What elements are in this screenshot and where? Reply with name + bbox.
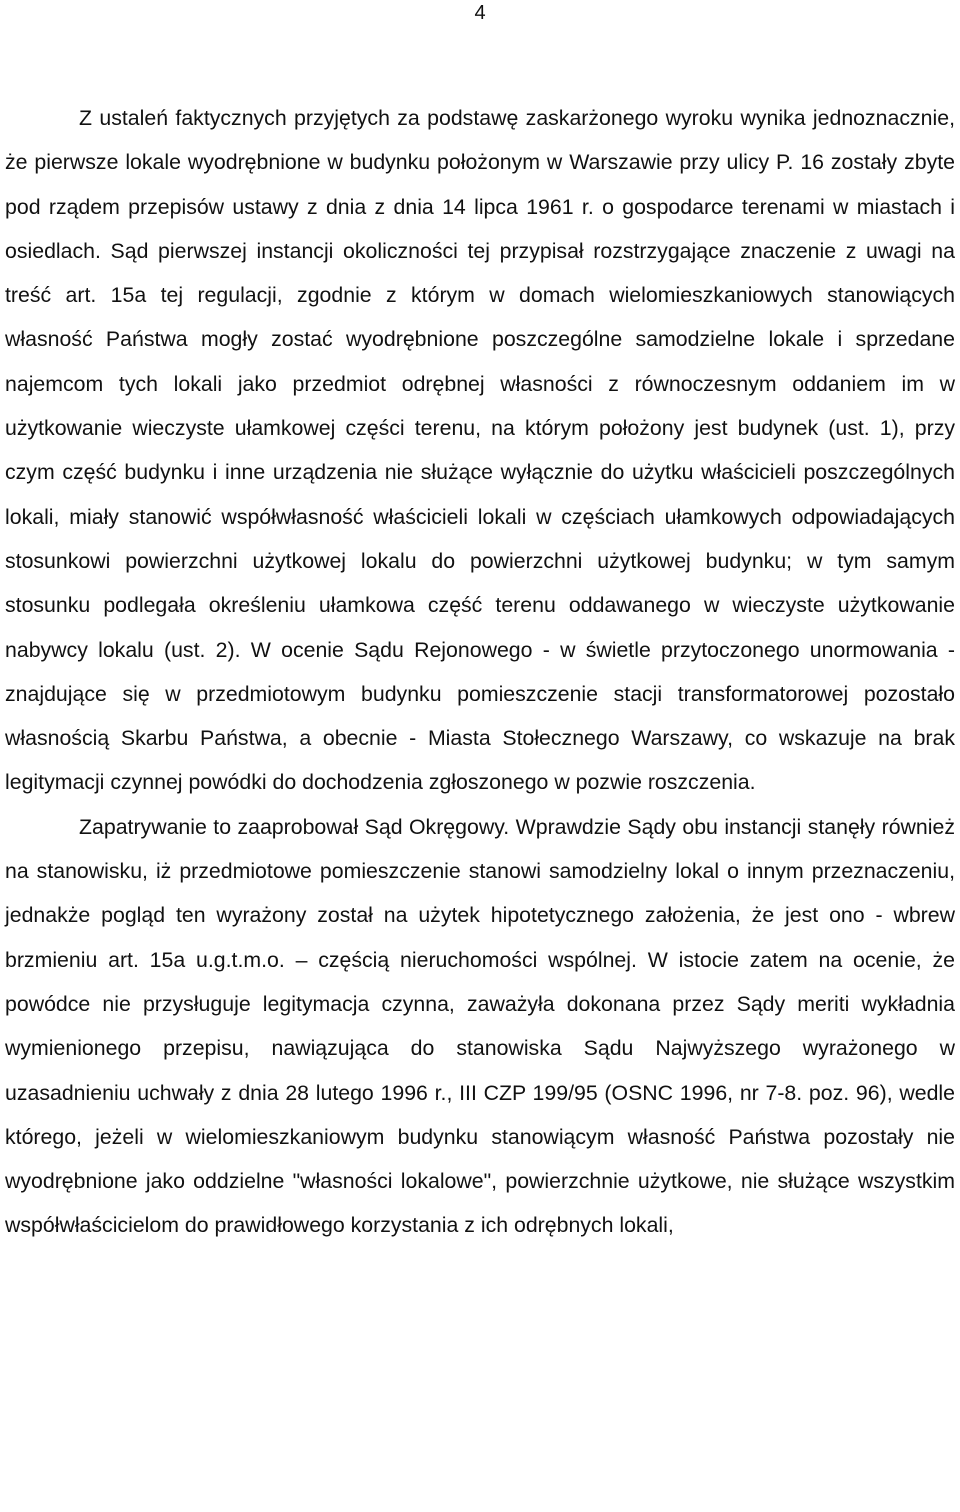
paragraph-2: Zapatrywanie to zaaprobował Sąd Okręgowy. Wprawdzie Sądy obu instancji stanęły również na stanowisku, iż przedmiotowe pomieszczenie stanowi samodzielny lokal o innym przeznaczeniu, jednakże pogląd ten wyrażony został na użytek hipotetycznego założenia, że jest ono - wbrew brzmieniu art. 15a u.g.t.m.o. – częścią nieruchomości wspólnej. W istocie zatem na ocenie, że powódce nie przysługuje legitymacja czynna, zaważyła dokonana przez Sądy meriti wykładnia wymienionego przepisu, nawiązująca do stanowiska Sądu Najwyższego wyrażonego w uzasadnieniu uchwały z dnia 28 lutego 1996 r., III CZP 199/95 (OSNC 1996, nr 7-8. poz. 96), wedle którego, jeżeli w wielomieszkaniowym budynku stanowiącym własność Państwa pozostały nie wyodrębnione jako oddzielne "własności lokalowe", powierzchnie użytkowe, nie służące wszystkim współwłaścicielom do prawidłowego korzystania z ich odrębnych lokali, — [5, 814, 955, 1238]
page-number: 4 — [474, 2, 486, 24]
document-body — [5, 96, 955, 1248]
paragraph-1: Z ustaleń faktycznych przyjętych za podstawę zaskarżonego wyroku wynika jednoznacznie, że pierwsze lokale wyodrębnione w budynku położonym w Warszawie przy ulicy P. 16 zostały zbyte pod rządem przepisów ustawy z dnia z dnia 14 lipca 1961 r. o gospodarce terenami w miastach i osiedlach. Sąd pierwszej instancji okoliczności tej przypisał rozstrzygające znaczenie z uwagi na treść art. 15a tej regulacji, zgodnie z którym w domach wielomieszkaniowych stanowiących własność Państwa mogły zostać wyodrębnione poszczególne samodzielne lokale i sprzedane najemcom tych lokali jako przedmiot odrębnej własności z równoczesnym oddaniem im w użytkowanie wieczyste ułamkowej części terenu, na którym położony jest budynek (ust. 1), przy czym część budynku i inne urządzenia nie służące wyłącznie do użytku właścicieli poszczególnych lokali, miały stanowić współwłasność właścicieli lokali w częściach ułamkowych odpowiadających stosunkowi powierzchni użytkowej lokalu do powierzchni użytkowej budynku; w tym samym stosunku podlegała określeniu ułamkowa część terenu oddawanego w wieczyste użytkowanie nabywcy lokalu (ust. 2). W ocenie Sądu Rejonowego - w świetle przytoczonego unormowania - znajdujące się w przedmiotowym budynku pomieszczenie stacji transformatorowej pozostało własnością Skarbu Państwa, a obecnie - Miasta Stołecznego Warszawy, co wskazuje na brak legitymacji czynnej powódki do dochodzenia zgłoszonego w pozwie roszczenia. — [5, 106, 955, 795]
